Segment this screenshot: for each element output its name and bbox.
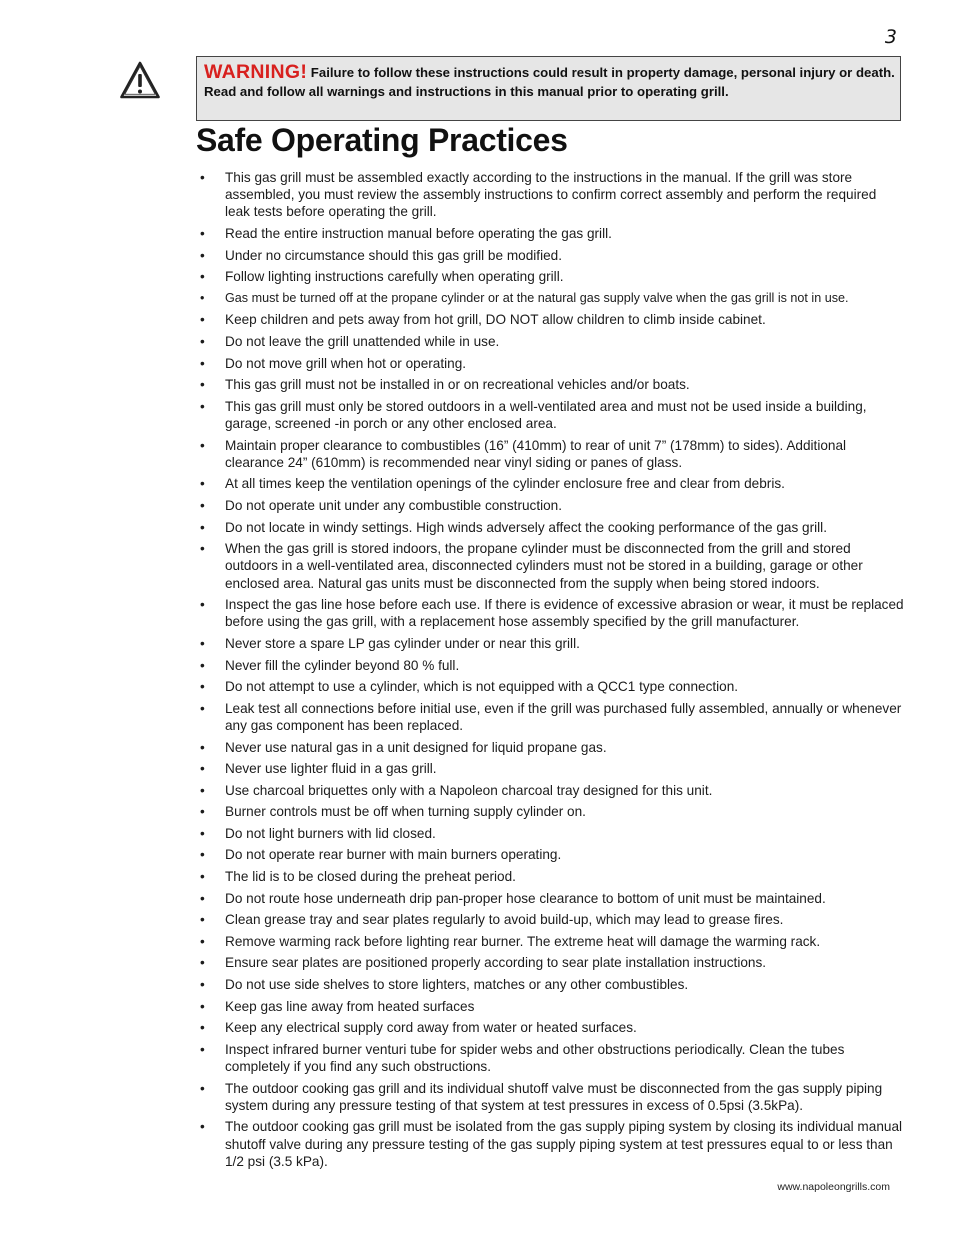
- warning-triangle-icon: [119, 60, 161, 100]
- list-item: • Do not locate in windy settings. High winds adversely affect the cooking performance of the gas grill.: [196, 519, 904, 536]
- warning-box: [196, 56, 901, 121]
- safe-practices-list: [196, 169, 904, 1174]
- list-item: • Leak test all connections before initial use, even if the grill was purchased fully assembled, annually or whenever any gas component has been replaced.: [196, 700, 904, 734]
- list-item: • Keep gas line away from heated surfaces: [196, 998, 904, 1015]
- list-item: • Never use natural gas in a unit designed for liquid propane gas.: [196, 739, 904, 756]
- list-item: • This gas grill must not be installed in or on recreational vehicles and/or boats.: [196, 376, 904, 393]
- list-item: • At all times keep the ventilation openings of the cylinder enclosure free and clear from debris.: [196, 475, 904, 492]
- list-item: • Ensure sear plates are positioned properly according to sear plate installation instructions.: [196, 954, 904, 971]
- warning-label: WARNING!: [204, 61, 308, 83]
- list-item: • Inspect the gas line hose before each use. If there is evidence of excessive abrasion or wear, it must be replaced before using the gas grill, with a replacement hose assembly specified by the grill manufacturer.: [196, 596, 904, 630]
- list-item: • The outdoor cooking gas grill and its individual shutoff valve must be disconnected from the gas supply piping system during any pressure testing of that system at test pressures in excess of 0.5psi (3.5kPa).: [196, 1080, 904, 1114]
- list-item: • Do not use side shelves to store lighters, matches or any other combustibles.: [196, 976, 904, 993]
- warning-text: Failure to follow these instructions could result in property damage, personal injury or death. Read and follow all warnings and instructions in this manual prior to operating grill.: [204, 65, 895, 99]
- list-item: • Use charcoal briquettes only with a Napoleon charcoal tray designed for this unit.: [196, 782, 904, 799]
- list-item: • The lid is to be closed during the preheat period.: [196, 868, 904, 885]
- list-item: • The outdoor cooking gas grill must be isolated from the gas supply piping system by closing its individual manual shutoff valve during any pressure testing of the gas supply piping system at test pressures equal to or less than 1/2 psi (3.5 kPa).: [196, 1118, 904, 1170]
- list-item: • Do not attempt to use a cylinder, which is not equipped with a QCC1 type connection.: [196, 678, 904, 695]
- list-item: • Do not route hose underneath drip pan-proper hose clearance to bottom of unit must be maintained.: [196, 890, 904, 907]
- list-item: • Never fill the cylinder beyond 80 % full.: [196, 657, 904, 674]
- list-item: • This gas grill must be assembled exactly according to the instructions in the manual. If the grill was store assembled, you must review the assembly instructions to confirm correct assembly and perform the required leak tests before operating the grill.: [196, 169, 904, 221]
- list-item: • Under no circumstance should this gas grill be modified.: [196, 247, 904, 264]
- list-item: • Never store a spare LP gas cylinder under or near this grill.: [196, 635, 904, 652]
- page-number: 3: [884, 26, 897, 48]
- footer-url: www.napoleongrills.com: [777, 1181, 890, 1193]
- list-item: • Do not move grill when hot or operating.: [196, 355, 904, 372]
- list-item: • Do not leave the grill unattended while in use.: [196, 333, 904, 350]
- list-item: • Keep any electrical supply cord away from water or heated surfaces.: [196, 1019, 904, 1036]
- page-title: Safe Operating Practices: [196, 122, 568, 158]
- list-item: • Burner controls must be off when turning supply cylinder on.: [196, 803, 904, 820]
- list-item: • Inspect infrared burner venturi tube for spider webs and other obstructions periodically. Clean the tubes completely if you find any such obstructions.: [196, 1041, 904, 1075]
- list-item: • Clean grease tray and sear plates regularly to avoid build-up, which may lead to grease fires.: [196, 911, 904, 928]
- list-item: • Maintain proper clearance to combustibles (16” (410mm) to rear of unit 7” (178mm) to sides). Additional clearance 24” (610mm) is recommended near vinyl siding or panes of glass.: [196, 437, 904, 471]
- list-item: • Keep children and pets away from hot grill, DO NOT allow children to climb inside cabinet.: [196, 311, 904, 328]
- list-item: • Do not light burners with lid closed.: [196, 825, 904, 842]
- list-item: • Read the entire instruction manual before operating the gas grill.: [196, 225, 904, 242]
- list-item: • Follow lighting instructions carefully when operating grill.: [196, 268, 904, 285]
- list-item: • Never use lighter fluid in a gas grill.: [196, 760, 904, 777]
- list-item: • Remove warming rack before lighting rear burner. The extreme heat will damage the warming rack.: [196, 933, 904, 950]
- list-item: • Do not operate rear burner with main burners operating.: [196, 846, 904, 863]
- list-item: • Do not operate unit under any combustible construction.: [196, 497, 904, 514]
- list-item: • This gas grill must only be stored outdoors in a well-ventilated area and must not be used inside a building, garage, screened -in porch or any other enclosed area.: [196, 398, 904, 432]
- list-item: • Gas must be turned off at the propane cylinder or at the natural gas supply valve when the gas grill is not in use.: [196, 290, 904, 307]
- list-item: • When the gas grill is stored indoors, the propane cylinder must be disconnected from the grill and stored outdoors in a well-ventilated area, disconnected cylinders must not be stored in a building, garage or other enclosed area. Natural gas units must be disconnected from the supply when being stored indoors.: [196, 540, 904, 592]
